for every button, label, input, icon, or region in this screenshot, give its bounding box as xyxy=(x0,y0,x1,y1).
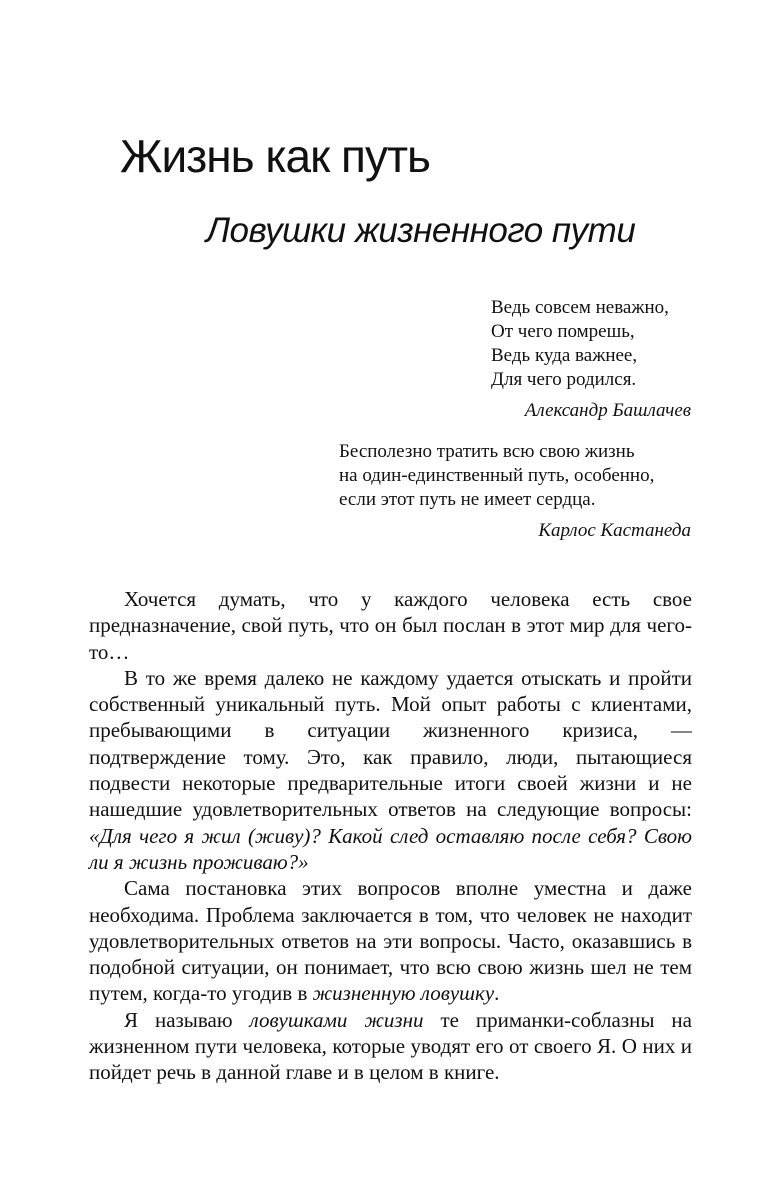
chapter-body xyxy=(89,586,692,1086)
epigraph-author: Александр Башлачев xyxy=(524,400,691,421)
body-paragraph xyxy=(89,665,692,875)
paragraph-text-end: те приманки-соблазны на жизненном пути человека, которые уводят его от своего Я. О них и пойдет речь в данной главе и в целом в книге. xyxy=(89,1007,692,1085)
epigraph-line: Ведь куда важнее, xyxy=(491,345,638,366)
epigraph-quote xyxy=(339,440,691,543)
paragraph-text: Хочется думать, что у каждого человека есть свое предназначение, свой путь, что он был послан в этот мир для чего-то… xyxy=(89,587,692,664)
section-title: Ловушки жизненного пути xyxy=(206,211,636,250)
paragraph-emphasis: жизненную ловушку xyxy=(312,981,495,1006)
epigraph-poem xyxy=(491,296,691,423)
epigraph-line: если этот путь не имеет сердца. xyxy=(339,489,596,510)
body-paragraph xyxy=(89,1007,692,1086)
paragraph-emphasis: ловушками жизни xyxy=(249,1007,424,1032)
body-paragraph xyxy=(89,875,692,1006)
body-paragraph xyxy=(89,586,692,665)
paragraph-text: Я называю xyxy=(124,1007,250,1032)
epigraph-line: Ведь совсем неважно, xyxy=(491,297,669,318)
epigraph-line: Бесполезно тратить всю свою жизнь xyxy=(339,441,635,462)
epigraph-line: Для чего родился. xyxy=(491,369,637,390)
paragraph-text: Сама постановка этих вопросов вполне уместна и даже необходима. Проблема заключается в том, что человек не находит удовлетворительных ответов на эти вопросы. Часто, оказавшись в подобной ситуации, он понимает, что всю свою жизнь шел не тем путем, когда-то угодив в xyxy=(89,876,692,1006)
paragraph-text: В то же время далеко не каждому удается отыскать и пройти собственный уникальный путь. Мой опыт работы с клиентами, пребывающими в ситуации жизненного кризиса, — подтверждение тому. Это, как правило, люди, пытающиеся подвести некоторые предварительные итоги своей жизни и не нашедшие удовлетворительных ответов на следующие вопросы: xyxy=(89,665,692,822)
chapter-title: Жизнь как путь xyxy=(120,130,430,182)
epigraph-line: От чего помрешь, xyxy=(491,321,635,342)
paragraph-text-end: . xyxy=(494,981,500,1006)
paragraph-emphasis: «Для чего я жил (живу)? Какой след оставляю после себя? Свою ли я жизнь проживаю?» xyxy=(89,823,692,874)
epigraph-line: на один-единственный путь, особенно, xyxy=(339,465,655,486)
epigraph-author: Карлос Кастанеда xyxy=(538,520,691,541)
